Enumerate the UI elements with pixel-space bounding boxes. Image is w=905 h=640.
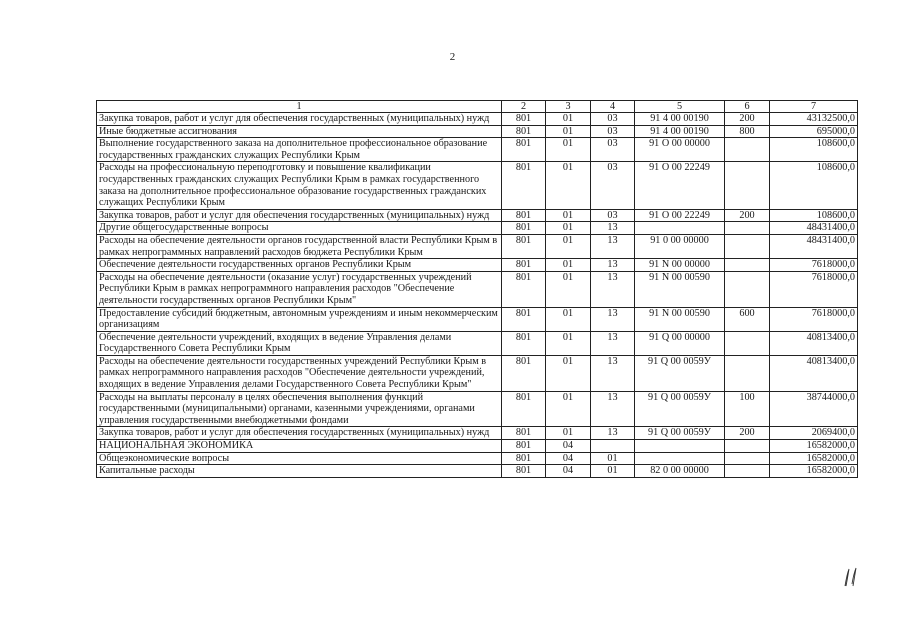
cell-amount: 38744000,0 (770, 391, 858, 427)
cell-section: 01 (546, 222, 591, 235)
cell-section: 01 (546, 162, 591, 209)
cell-name: Выполнение государственного заказа на дополнительное профессиональное образование государственных гражданских служащих Республики Крым (97, 138, 502, 162)
cell-amount: 695000,0 (770, 125, 858, 138)
cell-section: 01 (546, 234, 591, 258)
cell-section: 01 (546, 271, 591, 307)
cell-section: 04 (546, 465, 591, 478)
cell-amount: 48431400,0 (770, 222, 858, 235)
cell-section: 04 (546, 452, 591, 465)
cell-grbs: 801 (502, 465, 546, 478)
cell-grbs: 801 (502, 222, 546, 235)
cell-target-article: 82 0 00 00000 (635, 465, 725, 478)
cell-target-article: 91 О 00 00000 (635, 138, 725, 162)
cell-subsection: 13 (591, 222, 635, 235)
table-row (97, 440, 858, 453)
cell-target-article (635, 452, 725, 465)
cell-name: Расходы на профессиональную переподготовку и повышение квалификации государственных гражданских служащих Республики Крым в рамках государственного заказа на дополнительное профессиональное образование государственных гражданских служащих Республики Крым (97, 162, 502, 209)
cell-section: 01 (546, 209, 591, 222)
cell-name: НАЦИОНАЛЬНАЯ ЭКОНОМИКА (97, 440, 502, 453)
cell-expense-type: 600 (725, 307, 770, 331)
table-row (97, 452, 858, 465)
cell-grbs: 801 (502, 125, 546, 138)
cell-grbs: 801 (502, 209, 546, 222)
cell-grbs: 801 (502, 271, 546, 307)
cell-section: 01 (546, 427, 591, 440)
table-row (97, 307, 858, 331)
cell-section: 01 (546, 113, 591, 126)
col-header-2: 2 (502, 101, 546, 113)
cell-name: Закупка товаров, работ и услуг для обеспечения государственных (муниципальных) нужд (97, 209, 502, 222)
cell-amount: 7618000,0 (770, 271, 858, 307)
cell-grbs: 801 (502, 440, 546, 453)
col-header-7: 7 (770, 101, 858, 113)
cell-amount: 43132500,0 (770, 113, 858, 126)
cell-name: Расходы на обеспечение деятельности государственных учреждений Республики Крым в рамках непрограммного направления расходов "Обеспечение деятельности учреждений, входящих в ведение Управления делами Государственного Совета Республики Крым" (97, 355, 502, 391)
cell-expense-type (725, 138, 770, 162)
cell-amount: 108600,0 (770, 138, 858, 162)
header-row (97, 101, 858, 113)
cell-expense-type (725, 234, 770, 258)
cell-amount: 16582000,0 (770, 440, 858, 453)
cell-grbs: 801 (502, 427, 546, 440)
cell-expense-type (725, 259, 770, 272)
cell-section: 01 (546, 355, 591, 391)
cell-expense-type (725, 331, 770, 355)
cell-target-article: 91 N 00 00590 (635, 271, 725, 307)
table-row (97, 138, 858, 162)
table-row (97, 271, 858, 307)
table-row (97, 113, 858, 126)
initials-signature (842, 566, 858, 588)
page-number: 2 (449, 51, 456, 63)
col-header-1: 1 (97, 101, 502, 113)
cell-name: Закупка товаров, работ и услуг для обеспечения государственных (муниципальных) нужд (97, 113, 502, 126)
cell-target-article: 91 О 00 22249 (635, 162, 725, 209)
cell-amount: 108600,0 (770, 162, 858, 209)
cell-target-article (635, 440, 725, 453)
cell-target-article: 91 4 00 00190 (635, 125, 725, 138)
cell-section: 01 (546, 138, 591, 162)
cell-expense-type (725, 440, 770, 453)
col-header-3: 3 (546, 101, 591, 113)
col-header-4: 4 (591, 101, 635, 113)
cell-name: Капитальные расходы (97, 465, 502, 478)
cell-expense-type (725, 465, 770, 478)
cell-amount: 40813400,0 (770, 355, 858, 391)
cell-target-article: 91 Q 00 0059У (635, 427, 725, 440)
table-row (97, 465, 858, 478)
table-row (97, 427, 858, 440)
table-row (97, 125, 858, 138)
col-header-5: 5 (635, 101, 725, 113)
cell-section: 01 (546, 307, 591, 331)
cell-expense-type: 100 (725, 391, 770, 427)
cell-grbs: 801 (502, 162, 546, 209)
cell-section: 04 (546, 440, 591, 453)
cell-name: Обеспечение деятельности государственных органов Республики Крым (97, 259, 502, 272)
cell-grbs: 801 (502, 452, 546, 465)
cell-expense-type (725, 162, 770, 209)
cell-subsection: 03 (591, 138, 635, 162)
table-row (97, 234, 858, 258)
cell-target-article: 91 N 00 00590 (635, 307, 725, 331)
cell-name: Расходы на выплаты персоналу в целях обеспечения выполнения функций государственными (муниципальными) органами, казенными учреждениями, органами управления государственными внебюджетными фондами (97, 391, 502, 427)
cell-name: Расходы на обеспечение деятельности органов государственной власти Республики Крым в рамках непрограммных направлений расходов бюджета Республики Крым (97, 234, 502, 258)
cell-subsection: 13 (591, 331, 635, 355)
cell-expense-type (725, 452, 770, 465)
cell-target-article: 91 0 00 00000 (635, 234, 725, 258)
cell-name: Иные бюджетные ассигнования (97, 125, 502, 138)
cell-expense-type (725, 271, 770, 307)
table-row (97, 209, 858, 222)
cell-name: Общеэкономические вопросы (97, 452, 502, 465)
table-row (97, 391, 858, 427)
table-row (97, 355, 858, 391)
cell-amount: 16582000,0 (770, 452, 858, 465)
cell-target-article: 91 N 00 00000 (635, 259, 725, 272)
cell-grbs: 801 (502, 391, 546, 427)
cell-subsection: 13 (591, 271, 635, 307)
cell-target-article: 91 Q 00 0059У (635, 355, 725, 391)
cell-amount: 108600,0 (770, 209, 858, 222)
cell-subsection: 13 (591, 234, 635, 258)
cell-section: 01 (546, 391, 591, 427)
cell-name: Расходы на обеспечение деятельности (оказание услуг) государственных учреждений Республики Крым в рамках непрограммного направления расходов "Обеспечение деятельности государственных органов Республики Крым" (97, 271, 502, 307)
cell-subsection: 03 (591, 162, 635, 209)
cell-section: 01 (546, 259, 591, 272)
cell-amount: 2069400,0 (770, 427, 858, 440)
cell-subsection: 13 (591, 427, 635, 440)
cell-grbs: 801 (502, 113, 546, 126)
cell-target-article: 91 О 00 22249 (635, 209, 725, 222)
cell-expense-type: 800 (725, 125, 770, 138)
cell-subsection: 03 (591, 209, 635, 222)
col-header-6: 6 (725, 101, 770, 113)
cell-section: 01 (546, 331, 591, 355)
table-row (97, 222, 858, 235)
cell-subsection: 03 (591, 113, 635, 126)
cell-name: Другие общегосударственные вопросы (97, 222, 502, 235)
cell-grbs: 801 (502, 331, 546, 355)
cell-grbs: 801 (502, 138, 546, 162)
cell-name: Обеспечение деятельности учреждений, входящих в ведение Управления делами Государственного Совета Республики Крым (97, 331, 502, 355)
cell-section: 01 (546, 125, 591, 138)
cell-subsection: 01 (591, 465, 635, 478)
cell-subsection: 01 (591, 452, 635, 465)
cell-name: Закупка товаров, работ и услуг для обеспечения государственных (муниципальных) нужд (97, 427, 502, 440)
cell-name: Предоставление субсидий бюджетным, автономным учреждениям и иным некоммерческим организациям (97, 307, 502, 331)
table-row (97, 331, 858, 355)
cell-expense-type: 200 (725, 113, 770, 126)
cell-grbs: 801 (502, 259, 546, 272)
cell-target-article (635, 222, 725, 235)
cell-target-article: 91 Q 00 00000 (635, 331, 725, 355)
cell-target-article: 91 Q 00 0059У (635, 391, 725, 427)
cell-expense-type (725, 222, 770, 235)
table-body (97, 113, 858, 478)
budget-table (96, 100, 858, 478)
cell-expense-type: 200 (725, 209, 770, 222)
cell-grbs: 801 (502, 234, 546, 258)
cell-grbs: 801 (502, 307, 546, 331)
cell-grbs: 801 (502, 355, 546, 391)
table-row (97, 259, 858, 272)
cell-subsection: 13 (591, 355, 635, 391)
cell-subsection: 13 (591, 307, 635, 331)
cell-amount: 48431400,0 (770, 234, 858, 258)
cell-subsection: 13 (591, 391, 635, 427)
cell-subsection: 13 (591, 259, 635, 272)
cell-amount: 16582000,0 (770, 465, 858, 478)
cell-expense-type: 200 (725, 427, 770, 440)
cell-target-article: 91 4 00 00190 (635, 113, 725, 126)
cell-subsection (591, 440, 635, 453)
cell-amount: 7618000,0 (770, 307, 858, 331)
cell-subsection: 03 (591, 125, 635, 138)
cell-amount: 40813400,0 (770, 331, 858, 355)
table-row (97, 162, 858, 209)
cell-expense-type (725, 355, 770, 391)
cell-amount: 7618000,0 (770, 259, 858, 272)
